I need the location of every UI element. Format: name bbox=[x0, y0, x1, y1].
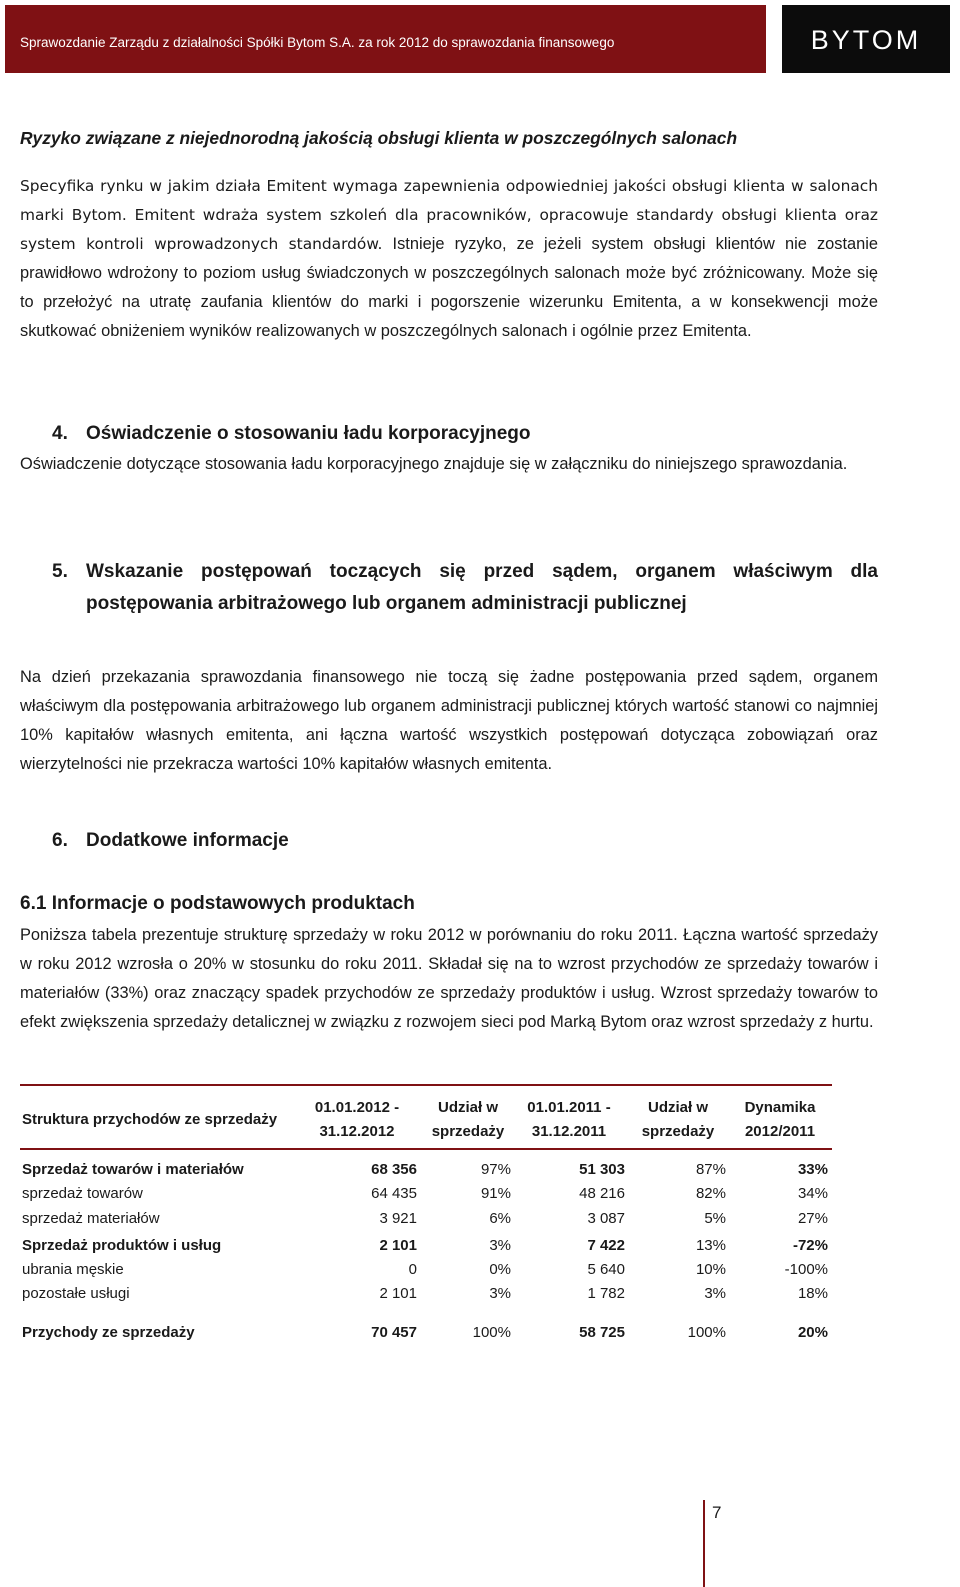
table-header-dynamics bbox=[730, 1096, 830, 1144]
table-header-share-2012-line2: sprzedaży bbox=[431, 1123, 505, 1140]
table-row-label: sprzedaż materiałów bbox=[22, 1210, 160, 1227]
page-number: 7 bbox=[712, 1503, 722, 1522]
table-header-rule bbox=[20, 1148, 832, 1150]
table-cell-share-2012: 100% bbox=[472, 1324, 511, 1341]
table-header-share-2011-line1: Udział w bbox=[647, 1099, 708, 1116]
table-cell-share-2011: 5% bbox=[704, 1210, 726, 1227]
table-cell-value-2011: 58 725 bbox=[579, 1324, 625, 1341]
table-row-label: Sprzedaż produktów i usług bbox=[22, 1237, 222, 1254]
table-row-label: ubrania męskie bbox=[22, 1261, 124, 1278]
table-header-share-2011-line2: sprzedaży bbox=[641, 1123, 715, 1140]
section-5-title bbox=[86, 556, 878, 620]
section-4-number: 4. bbox=[52, 423, 68, 444]
table-row-label: pozostałe usługi bbox=[22, 1285, 130, 1302]
table-cell-value-2011: 48 216 bbox=[579, 1185, 625, 1202]
table-cell-share-2011: 100% bbox=[687, 1324, 726, 1341]
risk-title: Ryzyko związane z niejednorodną jakością obsługi klienta w poszczególnych salonach bbox=[20, 128, 738, 148]
section-5-number: 5. bbox=[52, 561, 68, 582]
table-header-period-2012 bbox=[298, 1096, 416, 1144]
table-cell-value-2012: 64 435 bbox=[371, 1185, 417, 1202]
table-cell-share-2012: 0% bbox=[489, 1261, 511, 1278]
table-header-dynamics-line2: 2012/2011 bbox=[744, 1123, 816, 1140]
table-cell-share-2011: 87% bbox=[695, 1161, 726, 1178]
table-header-period-2012-line2: 31.12.2012 bbox=[319, 1123, 395, 1140]
risk-paragraph-part2: Istnieje ryzyko, ze jeżeli system obsługi klientów nie zostanie prawidłowo wdrożony to poziom usług świadczonych w poszczególnych salonach może być zróżnicowany. Może się to przełożyć na utratę zaufania klientów do marki i pogorszenie wizerunku Emitenta, a w konsekwencji może skutkować obniżeniem wyników realizowanych w poszczególnych salonach i ogólnie przez Emitenta. bbox=[20, 235, 878, 340]
section-6-number: 6. bbox=[52, 830, 68, 851]
table-header-period-2011-line2: 31.12.2011 bbox=[531, 1123, 607, 1140]
section-6-heading bbox=[52, 830, 289, 852]
table-header-period-2011-line1: 01.01.2011 - bbox=[527, 1099, 611, 1116]
table-cell-value-2011: 5 640 bbox=[587, 1261, 625, 1278]
header-title: Sprawozdanie Zarządu z działalności Spółki Bytom S.A. za rok 2012 do sprawozdania finansowego bbox=[20, 35, 615, 50]
section-6-1-title: 6.1 Informacje o podstawowych produktach bbox=[20, 893, 415, 914]
section-5-text: Na dzień przekazania sprawozdania finansowego nie toczą się żadne postępowania przed sądem, organem właściwym dla postępowania arbitrażowego lub organem administracji publicznej których wartość stanowi co najmniej 10% kapitałów własnych emitenta, ani łączna wartość wszystkich postępowań dotycząca zobowiązań oraz wierzytelności nie przekracza wartości 10% kapitałów własnych emitenta. bbox=[20, 668, 878, 773]
section-6-title: Dodatkowe informacje bbox=[86, 830, 289, 851]
table-cell-dynamics: 34% bbox=[797, 1185, 828, 1202]
table-cell-dynamics: -72% bbox=[792, 1237, 828, 1254]
table-cell-value-2012: 2 101 bbox=[379, 1237, 417, 1254]
table-cell-value-2011: 51 303 bbox=[579, 1161, 625, 1178]
table-cell-value-2011: 1 782 bbox=[587, 1285, 625, 1302]
table-cell-value-2012: 2 101 bbox=[379, 1285, 417, 1302]
table-cell-value-2011: 3 087 bbox=[587, 1210, 625, 1227]
table-cell-dynamics: 20% bbox=[797, 1324, 828, 1341]
table-row-label: Sprzedaż towarów i materiałów bbox=[22, 1161, 244, 1178]
table-header-label: Struktura przychodów ze sprzedaży bbox=[22, 1111, 278, 1128]
logo-text: BYTOM bbox=[810, 25, 922, 55]
table-header-dynamics-line1: Dynamika bbox=[744, 1099, 816, 1116]
table-cell-value-2012: 3 921 bbox=[379, 1210, 417, 1227]
section-5-title-line1: Wskazanie postępowań toczących się przed sądem, organem właściwym dla bbox=[86, 561, 878, 582]
table-cell-value-2012: 68 356 bbox=[371, 1161, 417, 1178]
table-cell-dynamics: -100% bbox=[784, 1261, 828, 1278]
table-cell-share-2011: 3% bbox=[704, 1285, 726, 1302]
section-6-1-text: Poniższa tabela prezentuje strukturę sprzedaży w roku 2012 w porównaniu do roku 2011. Łączna wartość sprzedaży w roku 2012 wzrosła o 20% w stosunku do roku 2011. Składał się na to wzrost przychodów ze sprzedaży towarów i materiałów (33%) oraz znaczący spadek przychodów ze sprzedaży produktów i usług. Wzrost sprzedaży towarów to efekt zwiększenia sprzedaży detalicznej w związku z rozwojem sieci pod Marką Bytom oraz wzrost sprzedaży z hurtu. bbox=[20, 926, 878, 1031]
table-header-share-2012 bbox=[420, 1096, 516, 1144]
table-cell-share-2012: 3% bbox=[489, 1237, 511, 1254]
table-cell-share-2012: 97% bbox=[480, 1161, 511, 1178]
table-cell-dynamics: 27% bbox=[797, 1210, 828, 1227]
table-row-label: sprzedaż towarów bbox=[22, 1185, 143, 1202]
header-bar bbox=[5, 5, 766, 73]
table-row-label: Przychody ze sprzedaży bbox=[22, 1324, 195, 1341]
table-cell-share-2012: 3% bbox=[489, 1285, 511, 1302]
table-header-period-2012-line1: 01.01.2012 - bbox=[314, 1099, 400, 1116]
page-number-rule bbox=[703, 1500, 705, 1587]
table-cell-share-2012: 91% bbox=[480, 1185, 511, 1202]
table-cell-share-2011: 10% bbox=[695, 1261, 726, 1278]
section-4-text: Oświadczenie dotyczące stosowania ładu korporacyjnego znajduje się w załączniku do niniejszego sprawozdania. bbox=[20, 455, 848, 473]
risk-paragraph-part1: Specyfika rynku w jakim działa Emitent wymaga zapewnienia odpowiedniej jakości obsługi klienta w salonach marki Bytom. Emitent wdraża system szkoleń dla pracowników, opracowuje standardy obsługi klienta oraz system kontroli wprowadzonych standardów. bbox=[20, 177, 878, 253]
section-4-heading bbox=[52, 423, 531, 445]
logo bbox=[782, 5, 950, 73]
table-cell-value-2012: 0 bbox=[408, 1261, 417, 1278]
risk-paragraph bbox=[20, 172, 878, 346]
table-top-rule bbox=[20, 1084, 832, 1086]
table-cell-share-2012: 6% bbox=[489, 1210, 511, 1227]
table-header-share-2012-line1: Udział w bbox=[437, 1099, 498, 1116]
table-header-period-2011 bbox=[510, 1096, 628, 1144]
section-4-title: Oświadczenie o stosowaniu ładu korporacyjnego bbox=[86, 423, 531, 444]
table-cell-value-2011: 7 422 bbox=[587, 1237, 625, 1254]
section-5-title-line2: postępowania arbitrażowego lub organem administracji publicznej bbox=[86, 593, 687, 614]
table-cell-share-2011: 82% bbox=[695, 1185, 726, 1202]
table-cell-dynamics: 33% bbox=[797, 1161, 828, 1178]
table-cell-share-2011: 13% bbox=[695, 1237, 726, 1254]
table-cell-value-2012: 70 457 bbox=[371, 1324, 417, 1341]
table-header-share-2011 bbox=[630, 1096, 726, 1144]
table-cell-dynamics: 18% bbox=[797, 1285, 828, 1302]
